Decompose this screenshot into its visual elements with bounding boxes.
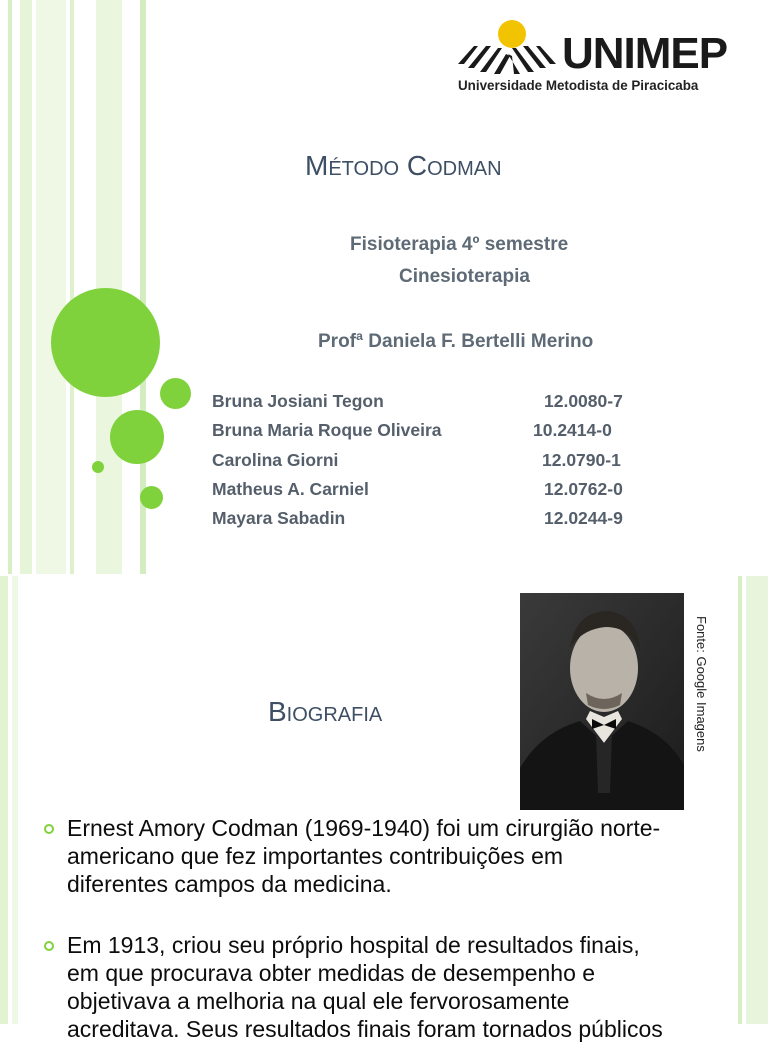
slide-title: Método Codman [305, 150, 502, 181]
student-name: Mayara Sabadin [212, 508, 346, 528]
student-id: 12.0244-9 [544, 508, 623, 528]
bullet-paragraph [67, 931, 739, 1043]
decor-stripe [12, 576, 18, 1024]
decor-circle [110, 410, 164, 464]
decor-stripe [20, 0, 32, 576]
discipline-label: Cinesioterapia [399, 266, 530, 287]
unimep-emblem-icon [456, 16, 566, 78]
codman-portrait-photo [520, 593, 684, 810]
logo-subtitle: Universidade Metodista de Piracicaba [458, 78, 699, 93]
student-name: Carolina Giorni [212, 450, 339, 470]
photo-credit: Fonte: Google Imagens [694, 616, 709, 752]
student-name: Bruna Josiani Tegon [212, 391, 384, 411]
decor-circle [160, 378, 191, 409]
decor-stripe [0, 576, 8, 1024]
bullet-line: americano que fez importantes contribuições em [67, 843, 564, 869]
student-id: 12.0790-1 [542, 450, 621, 470]
bullet-line: objetivava a melhoria na qual ele fervorosamente [67, 988, 570, 1014]
unimep-logo [456, 16, 752, 98]
course-label: Fisioterapia 4º semestre [350, 234, 569, 255]
student-id: 12.0762-0 [544, 479, 623, 499]
decor-stripe [36, 0, 66, 576]
biography-slide [0, 576, 768, 1042]
student-name: Bruna Maria Roque Oliveira [212, 420, 442, 440]
logo-wordmark: UNIMEP [562, 29, 728, 78]
decor-stripe [8, 0, 12, 576]
decor-circle [92, 461, 104, 473]
student-name: Matheus A. Carniel [212, 479, 369, 499]
bullet-paragraph [67, 814, 739, 898]
student-id: 12.0080-7 [544, 391, 623, 411]
decor-circle [140, 486, 163, 509]
bullet-icon [44, 941, 54, 951]
bullet-line: em que procurava obter medidas de desempenho e [67, 960, 596, 986]
bullet-line: Em 1913, criou seu próprio hospital de resultados finais, [67, 932, 640, 958]
bullet-line: diferentes campos da medicina. [67, 871, 392, 897]
professor-label: Profª Daniela F. Bertelli Merino [318, 331, 594, 352]
decor-circle [51, 288, 160, 397]
decor-stripe [70, 0, 74, 576]
decor-stripe [746, 576, 768, 1024]
bullet-icon [44, 824, 54, 834]
slide-title: Biografia [268, 696, 383, 727]
bullet-line: Ernest Amory Codman (1969-1940) foi um cirurgião norte- [67, 815, 661, 841]
student-id: 10.2414-0 [533, 420, 612, 440]
bullet-line: acreditava. Seus resultados finais foram tornados públicos [67, 1016, 663, 1042]
